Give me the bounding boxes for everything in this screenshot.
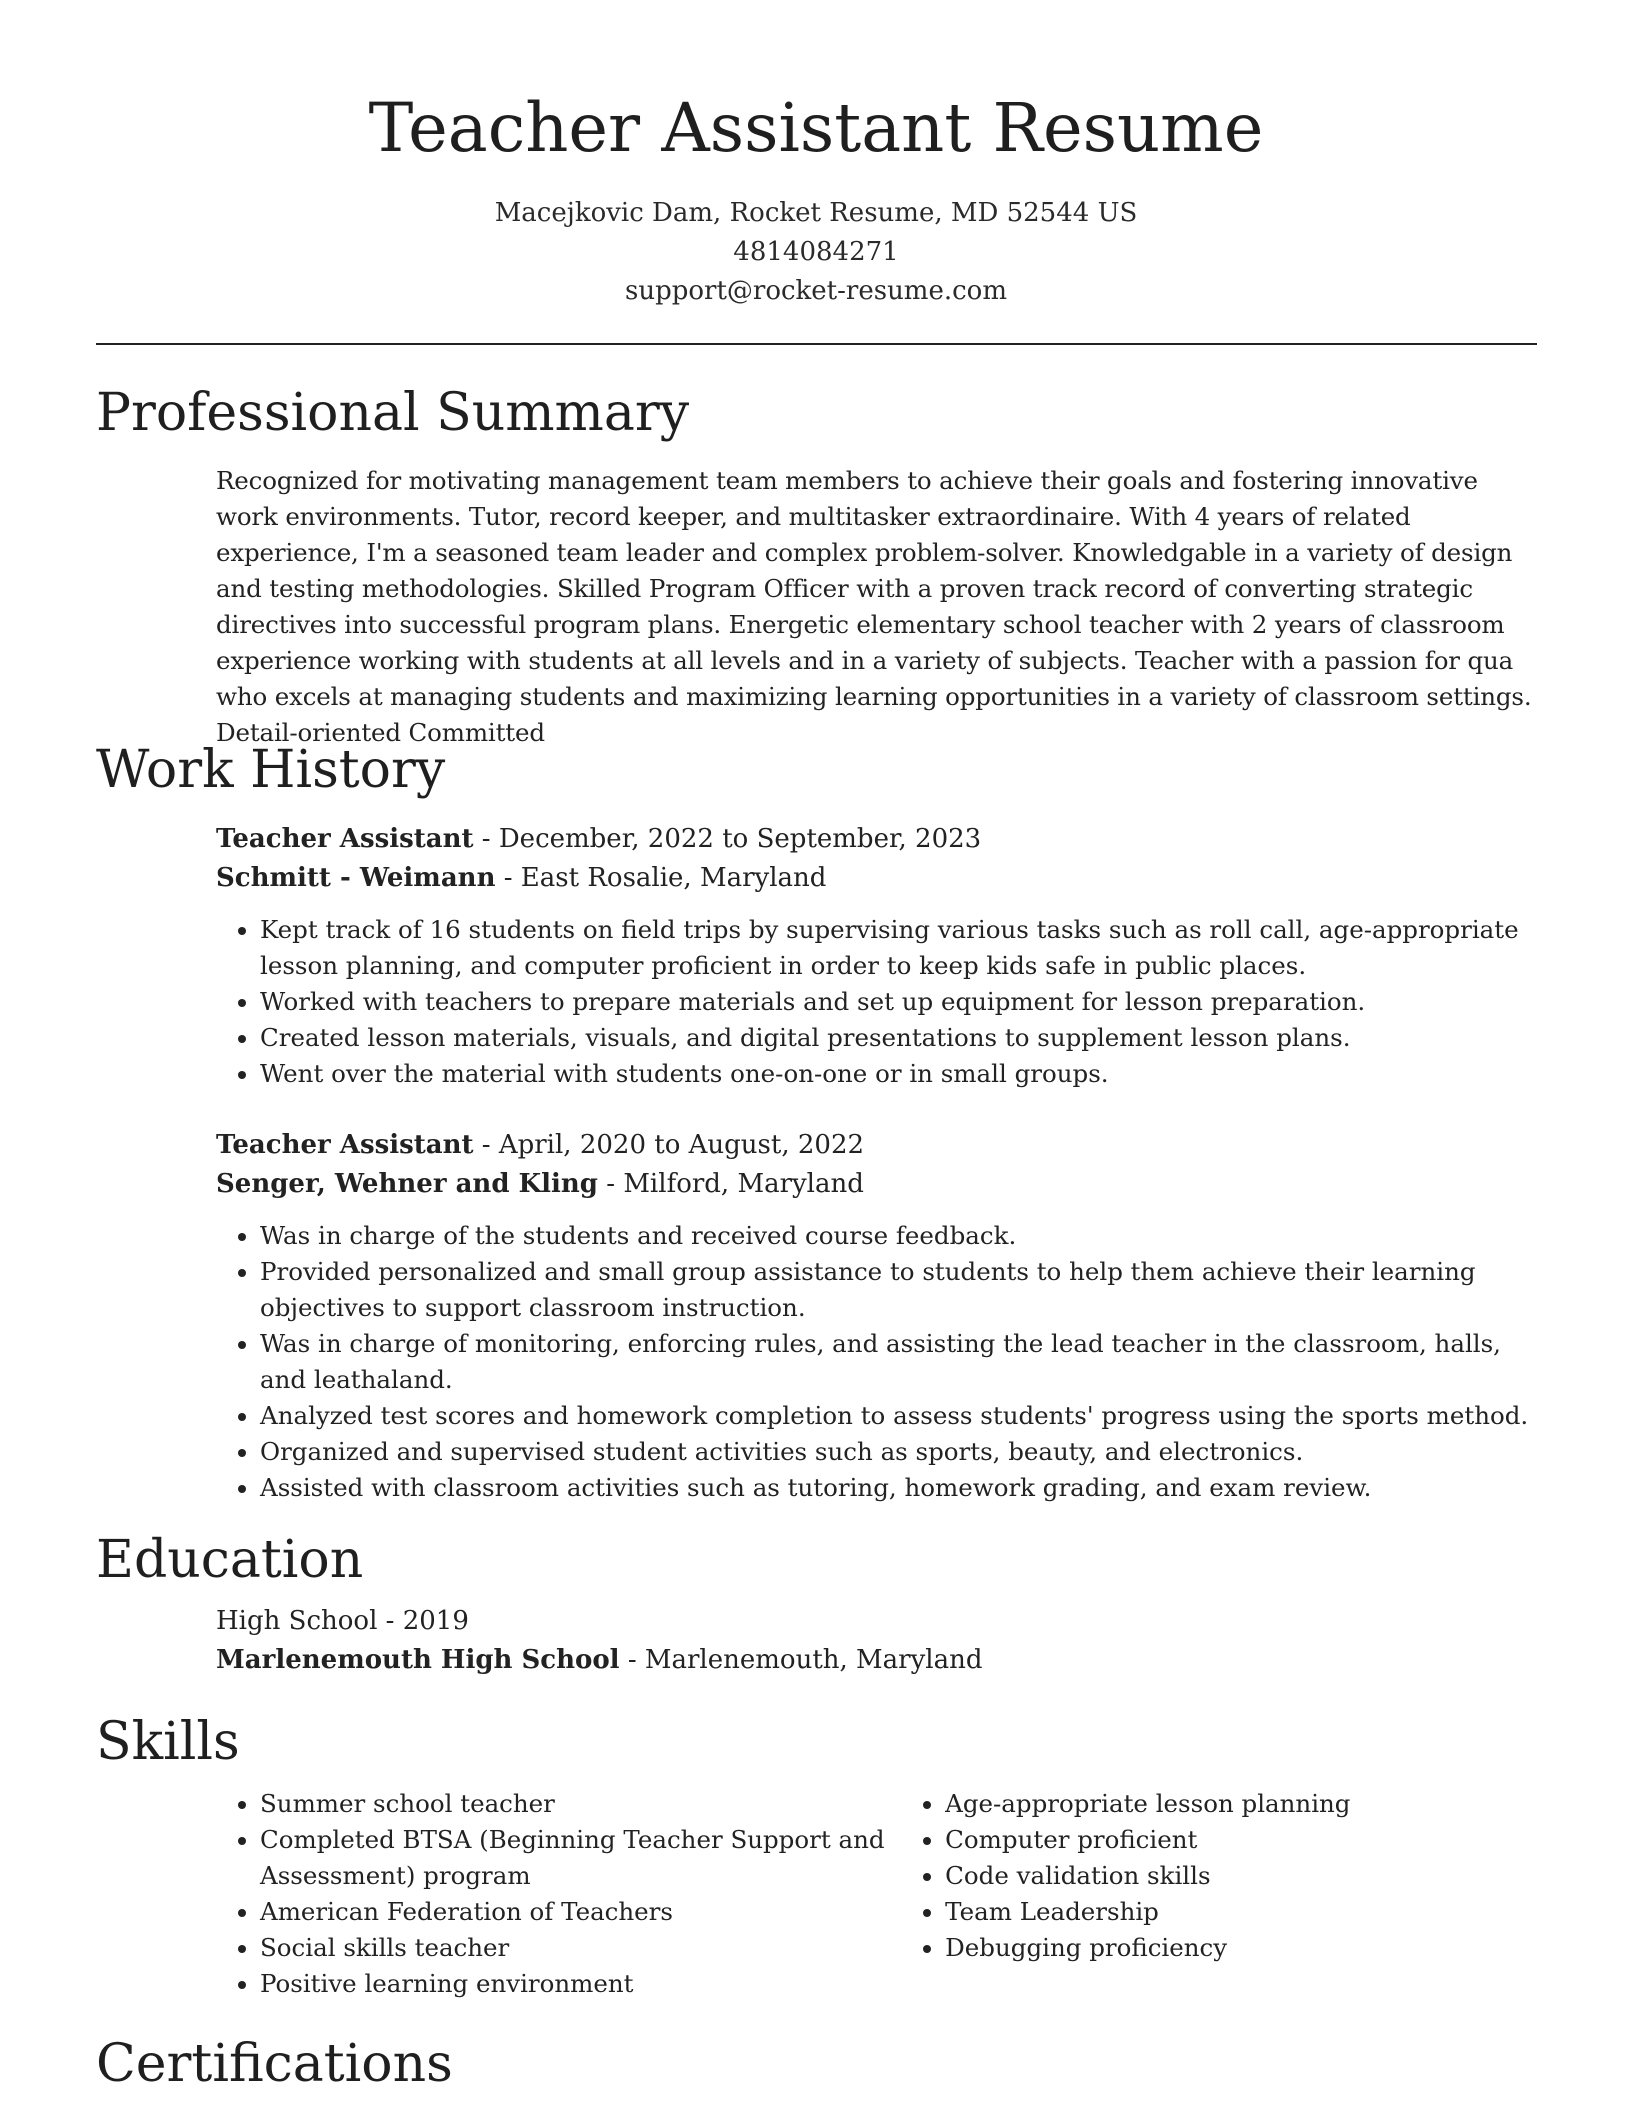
job-bullet: • Created lesson materials, visuals, and digital presentations to supplement lesson plans. bbox=[260, 1020, 1537, 1056]
work-history-section bbox=[96, 738, 1537, 1506]
skill-item: • Social skills teacher bbox=[260, 1930, 901, 1966]
skill-item: • Age-appropriate lesson planning bbox=[945, 1786, 1537, 1822]
education-school-line bbox=[216, 1641, 1537, 1680]
job-company-line bbox=[216, 859, 1537, 898]
skill-item: • Summer school teacher bbox=[260, 1786, 901, 1822]
job-company: Senger, Wehner and Kling bbox=[216, 1169, 598, 1199]
education-school: Marlenemouth High School bbox=[216, 1645, 620, 1675]
job-entry bbox=[216, 1126, 1537, 1506]
job-bullets bbox=[216, 912, 1537, 1092]
skills-section bbox=[96, 1710, 1537, 2002]
header-divider bbox=[96, 343, 1537, 345]
education-degree-line bbox=[216, 1602, 1537, 1641]
education-year: - 2019 bbox=[377, 1606, 469, 1636]
skill-item: • Debugging proficiency bbox=[945, 1930, 1537, 1966]
skills-heading: Skills bbox=[96, 1712, 240, 1772]
job-bullet: • Analyzed test scores and homework completion to assess students' progress using the sports method. bbox=[260, 1398, 1537, 1434]
job-bullet: • Provided personalized and small group assistance to students to help them achieve their learning objectives to support classroom instruction. bbox=[260, 1254, 1537, 1326]
education-heading: Education bbox=[96, 1530, 364, 1590]
resume-header bbox=[0, 0, 1632, 311]
job-bullet: • Organized and supervised student activities such as sports, beauty, and electronics. bbox=[260, 1434, 1537, 1470]
skill-item: • Code validation skills bbox=[945, 1858, 1537, 1894]
skill-item: • Computer proficient bbox=[945, 1822, 1537, 1858]
skill-item: • Completed BTSA (Beginning Teacher Support and Assessment) program bbox=[260, 1822, 901, 1894]
skills-list-left bbox=[216, 1786, 901, 2002]
work-history-heading: Work History bbox=[96, 740, 446, 800]
job-bullet: • Went over the material with students one-on-one or in small groups. bbox=[260, 1056, 1537, 1092]
job-location: - Milford, Maryland bbox=[598, 1169, 864, 1199]
skill-item: • Positive learning environment bbox=[260, 1966, 901, 2002]
contact-email: support@rocket-resume.com bbox=[624, 276, 1007, 306]
job-bullets bbox=[216, 1218, 1537, 1506]
job-bullet: • Was in charge of the students and received course feedback. bbox=[260, 1218, 1537, 1254]
summary-text: Recognized for motivating management team members to achieve their goals and fostering innovative work environments. Tutor, record keeper, and multitasker extraordinaire. With 4 years of related experience, I'm a seasoned team leader and complex problem-solver. Knowledgable in a variety of design and testing methodologies. Skilled Program Officer with a proven track record of converting strategic directives into successful program plans. Energetic elementary school teacher with 2 years of classroom experience working with students at all levels and in a variety of subjects. Teacher with a passion for qua who excels at managing students and maximizing learning opportunities in a variety of classroom settings. Detail-oriented Committed bbox=[216, 466, 1532, 747]
education-location: - Marlenemouth, Maryland bbox=[619, 1645, 983, 1675]
certifications-section bbox=[96, 2032, 1537, 2096]
resume-title: Teacher Assistant Resume bbox=[368, 89, 1264, 167]
summary-heading: Professional Summary bbox=[96, 383, 690, 443]
skills-list-right bbox=[901, 1786, 1537, 2002]
education-degree: High School bbox=[216, 1606, 378, 1636]
skill-item: • Team Leadership bbox=[945, 1894, 1537, 1930]
contact-info bbox=[0, 194, 1632, 311]
job-bullet: • Assisted with classroom activities such as tutoring, homework grading, and exam review. bbox=[260, 1470, 1537, 1506]
job-title: Teacher Assistant bbox=[216, 1130, 474, 1160]
job-dates: - April, 2020 to August, 2022 bbox=[473, 1130, 865, 1160]
skill-item: • American Federation of Teachers bbox=[260, 1894, 901, 1930]
certifications-heading: Certifications bbox=[96, 2034, 453, 2094]
education-section bbox=[96, 1528, 1537, 1680]
job-company: Schmitt - Weimann bbox=[216, 863, 496, 893]
education-entry bbox=[216, 1602, 1537, 1680]
job-bullet: • Worked with teachers to prepare materials and set up equipment for lesson preparation. bbox=[260, 984, 1537, 1020]
job-bullet: • Kept track of 16 students on field trips by supervising various tasks such as roll call, age-appropriate lesson planning, and computer proficient in order to keep kids safe in public places. bbox=[260, 912, 1537, 984]
job-dates: - December, 2022 to September, 2023 bbox=[473, 824, 982, 854]
job-bullet: • Was in charge of monitoring, enforcing rules, and assisting the lead teacher in the classroom, halls, and leathaland. bbox=[260, 1326, 1537, 1398]
contact-address: Macejkovic Dam, Rocket Resume, MD 52544 US bbox=[494, 198, 1138, 228]
job-entry bbox=[216, 820, 1537, 1092]
job-title-line bbox=[216, 1126, 1537, 1165]
contact-phone: 4814084271 bbox=[733, 237, 899, 267]
job-company-line bbox=[216, 1165, 1537, 1204]
job-title: Teacher Assistant bbox=[216, 824, 474, 854]
skills-columns bbox=[216, 1786, 1537, 2002]
job-location: - East Rosalie, Maryland bbox=[495, 863, 827, 893]
job-title-line bbox=[216, 820, 1537, 859]
summary-section bbox=[96, 381, 1537, 751]
